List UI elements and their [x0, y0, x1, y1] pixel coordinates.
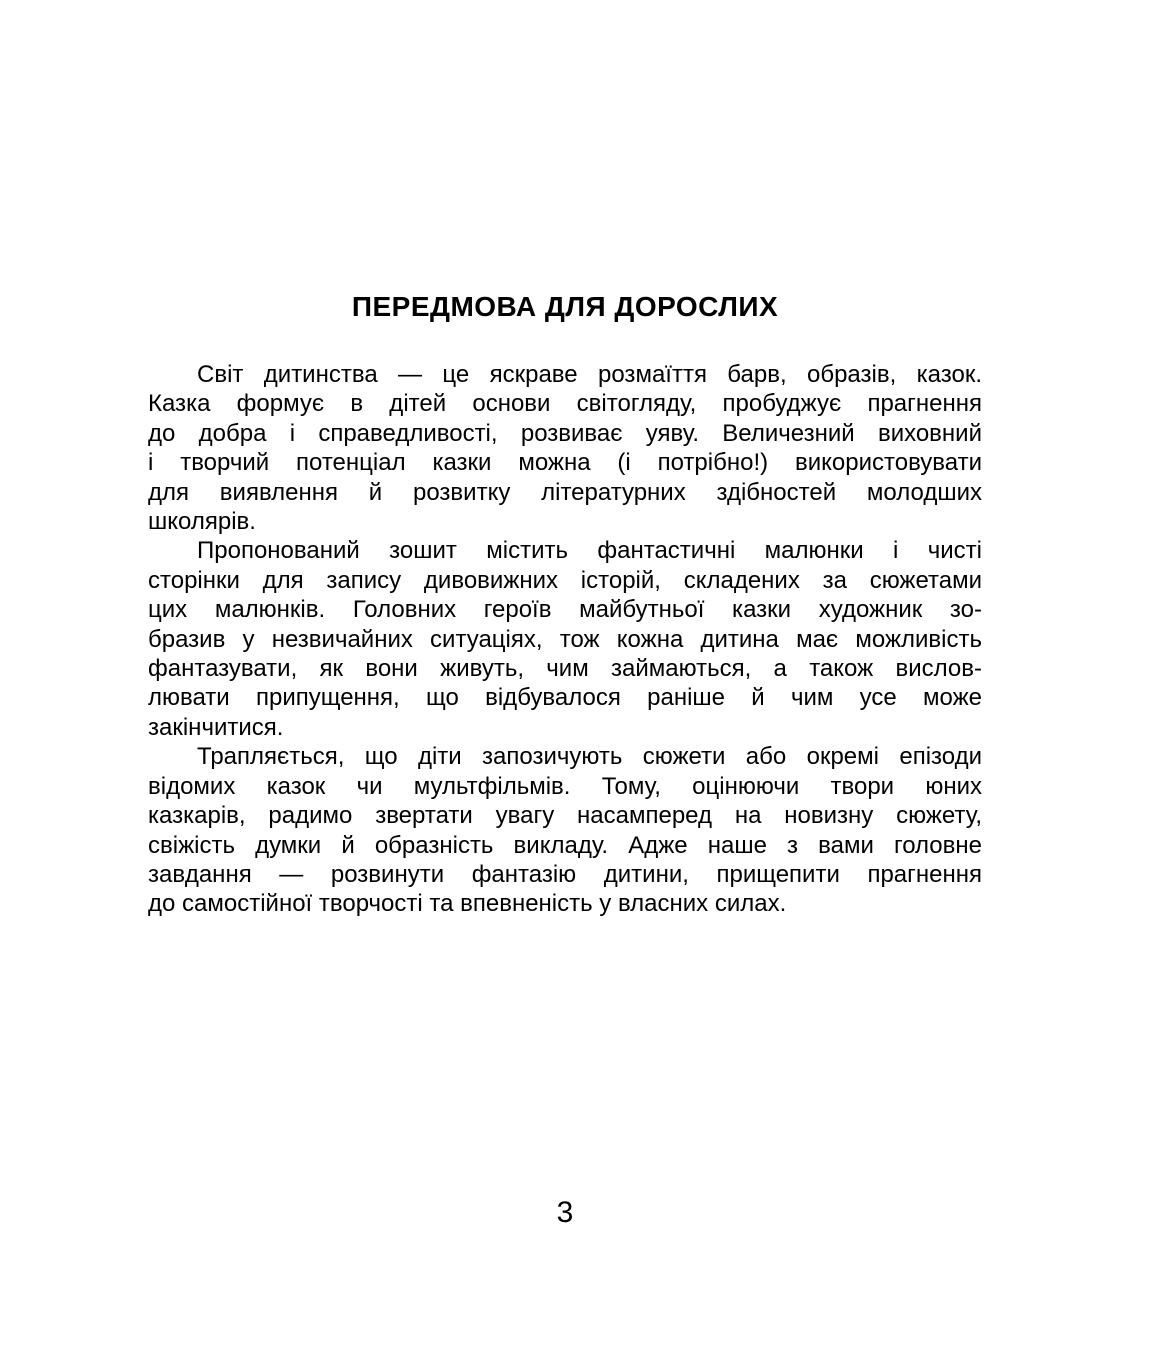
paragraph-line: Світ дитинства — це яскраве розмаїття барв, образів, казок. [197, 361, 982, 388]
paragraph [148, 360, 982, 536]
body-text [148, 360, 982, 919]
paragraph-line: бразив у незвичайних ситуаціях, тож кожна дитина має можливість [148, 625, 982, 653]
paragraph-line: свіжість думки й образність викладу. Адже наше з вами головне [148, 831, 982, 859]
paragraph-line: Казка формує в дітей основи світогляду, пробуджує прагнення [148, 390, 982, 418]
paragraph-line: і творчий потенціал казки можна (і потрібно!) використовувати [148, 449, 982, 477]
paragraph [148, 536, 982, 742]
paragraph-line: завдання — розвинути фантазію дитини, прищепити прагнення [148, 860, 982, 888]
paragraph-line: фантазувати, як вони живуть, чим займаються, а також вислов- [148, 655, 982, 683]
paragraph-line: Трапляється, що діти запозичують сюжети або окремі епізоди [197, 743, 982, 771]
paragraph-line: школярів. [148, 508, 256, 536]
paragraph-line: Пропонований зошит містить фантастичні малюнки і чисті [197, 537, 982, 565]
paragraph-line: казкарів, радимо звертати увагу насамперед на новизну сюжету, [148, 802, 982, 830]
paragraph-line: сторінки для запису дивовижних історій, складених за сюжетами [148, 566, 982, 594]
paragraph-line: для виявлення й розвитку літературних здібностей молодших [148, 478, 982, 506]
paragraph-line: відомих казок чи мультфільмів. Тому, оцінюючи твори юних [148, 772, 982, 800]
paragraph [148, 742, 982, 918]
page-title: ПЕРЕДМОВА ДЛЯ ДОРОСЛИХ [351, 291, 779, 322]
paragraph-line: цих малюнків. Головних героїв майбутньої казки художник зо- [148, 596, 982, 624]
paragraph-line: до добра і справедливості, розвиває уяву. Величезний виховний [148, 419, 982, 447]
paragraph-line: до самостійної творчості та впевненість у власних силах. [148, 890, 787, 918]
paragraph-line: закінчитися. [148, 713, 284, 741]
page-number: 3 [556, 1196, 574, 1229]
paragraph-line: лювати припущення, що відбувалося раніше й чим усе може [148, 684, 982, 712]
